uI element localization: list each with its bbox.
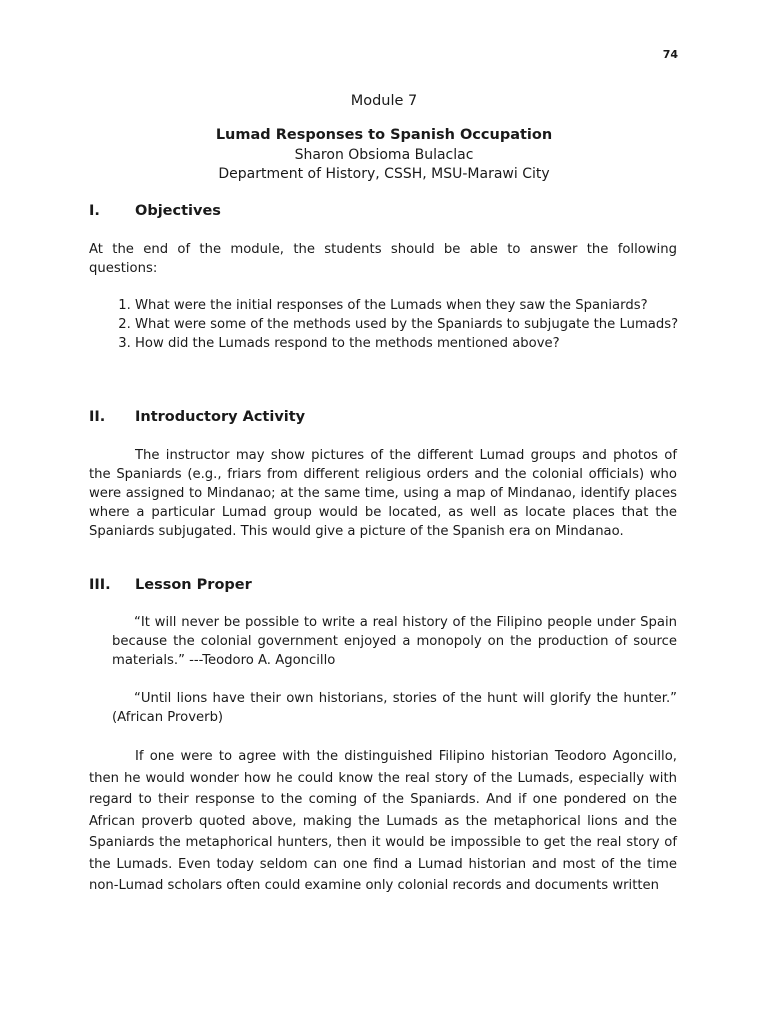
lesson-body-paragraph: If one were to agree with the distinguished Filipino historian Teodoro Agoncillo, then he would wonder how he could know the real story of the Lumads, especially with regard to their response to the coming of the Spaniards. And if one pondered on the African proverb quoted above, making the Lumads as the metaphorical lions and the Spaniards the metaphorical hunters, then it would be impossible to get the real story of the Lumads. Even today seldom can one find a Lumad historian and most of the time non-Lumad scholars often could examine only colonial records and documents written — [89, 749, 677, 893]
objectives-intro: At the end of the module, the students should be able to answer the following questions: — [89, 242, 677, 276]
module-label: Module 7 — [350, 93, 418, 109]
list-item: 3. How did the Lumads respond to the methods mentioned above? — [135, 334, 723, 353]
section-numeral: I. — [89, 203, 100, 219]
document-title: Lumad Responses to Spanish Occupation — [215, 127, 553, 143]
quote-african-proverb: “Until lions have their own historians, stories of the hunt will glorify the hunter.” (African Proverb) — [112, 691, 677, 725]
quote-agoncillo: “It will never be possible to write a real history of the Filipino people under Spain because the colonial government enjoyed a monopoly on the production of source materials.” ---Teodoro A. Agoncillo — [112, 615, 677, 668]
intro-activity-paragraph: The instructor may show pictures of the different Lumad groups and photos of the Spaniards (e.g., friars from different religious orders and the colonial officials) who were assigned to Mindanao; at the same time, using a map of Mindanao, identify places where a particular Lumad group would be located, as well as locate places that the Spaniards subjugated. This would give a picture of the Spanish era on Mindanao. — [89, 448, 677, 539]
list-item: 2. What were some of the methods used by the Spaniards to subjugate the Lumads? — [135, 315, 723, 334]
objectives-list — [89, 296, 723, 353]
section-title: Objectives — [135, 203, 221, 219]
department-affiliation: Department of History, CSSH, MSU-Marawi City — [218, 166, 550, 182]
author-name: Sharon Obsioma Bulaclac — [294, 147, 474, 163]
section-title: Introductory Activity — [135, 409, 306, 425]
section-numeral: III. — [89, 577, 111, 593]
section-numeral: II. — [89, 409, 106, 425]
page-number: 74 — [662, 48, 678, 61]
list-item: 1. What were the initial responses of the Lumads when they saw the Spaniards? — [135, 296, 723, 315]
section-heading-objectives — [89, 203, 221, 219]
section-heading-lesson — [89, 577, 252, 593]
section-heading-intro-activity — [89, 409, 305, 425]
section-title: Lesson Proper — [135, 577, 252, 593]
